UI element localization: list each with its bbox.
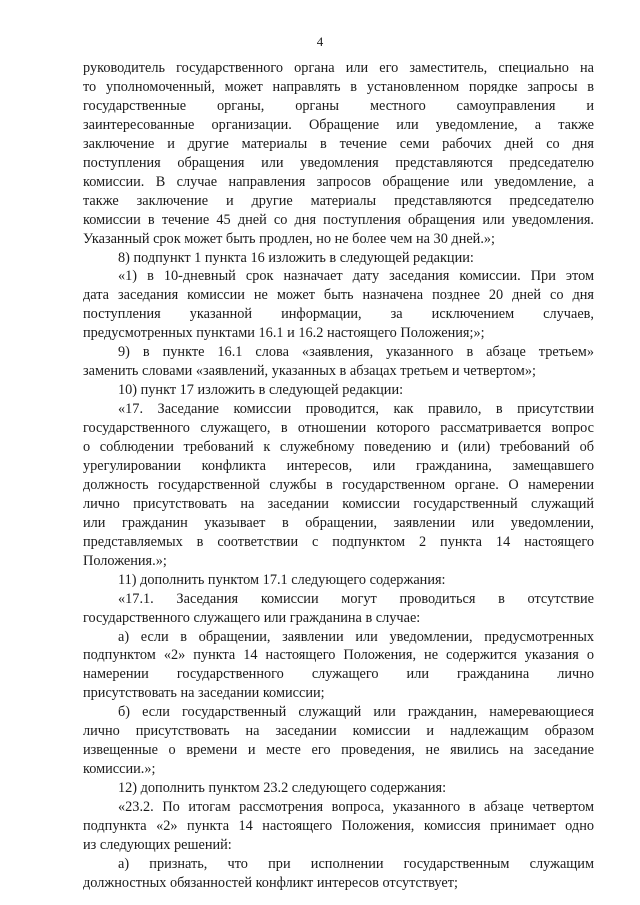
text-line: должность государственной службы в государственном органе. О намерении xyxy=(83,476,594,493)
text-line: 8) подпункт 1 пункта 16 изложить в следующей редакции: xyxy=(118,249,474,266)
text-line: предусмотренных пунктами 16.1 и 16.2 настоящего Положения;»; xyxy=(83,325,485,342)
text-line: или гражданин указывает в обращении, заявлении или уведомлении, xyxy=(83,514,594,531)
text-line: «23.2. По итогам рассмотрения вопроса, указанного в абзаце четвертом xyxy=(118,799,594,816)
text-line: а) если в обращении, заявлении или уведомлении, предусмотренных xyxy=(118,628,594,645)
text-line: комиссии.»; xyxy=(83,761,156,778)
text-line: из следующих решений: xyxy=(83,836,232,853)
text-line: поступления обращения или уведомления представляются председателю xyxy=(83,154,594,171)
text-line: комиссии. В случае направления запросов обращение или уведомление, а xyxy=(83,173,594,190)
text-line: «1) в 10-дневный срок назначает дату заседания комиссии. При этом xyxy=(118,268,594,285)
text-line: а) признать, что при исполнении государственным служащим xyxy=(118,855,594,872)
text-line: Указанный срок может быть продлен, но не более чем на 30 дней.»; xyxy=(83,230,496,247)
text-line: извещенные о времени и месте его проведения, не явились на заседание xyxy=(83,742,594,759)
text-line: подпунктом «2» пункта 14 настоящего Положения, не содержится указания о xyxy=(83,647,594,664)
text-line: заключение и другие материалы в течение семи рабочих дней со дня xyxy=(83,135,594,152)
text-line: заинтересованные организации. Обращение или уведомление, а также xyxy=(83,116,594,133)
text-line: должностных обязанностей конфликт интересов отсутствует; xyxy=(83,874,458,891)
text-line: «17. Заседание комиссии проводится, как правило, в присутствии xyxy=(118,401,594,418)
text-line: поступления указанной информации, за исключением случаев, xyxy=(83,306,594,323)
text-line: «17.1. Заседания комиссии могут проводиться в отсутствие xyxy=(118,590,594,607)
text-line: 10) пункт 17 изложить в следующей редакции: xyxy=(118,382,404,399)
text-line: государственного служащего или гражданина в случае: xyxy=(83,609,421,626)
text-line: лично присутствовать на заседании комиссии государственный служащий xyxy=(83,495,594,512)
text-line: государственные органы, органы местного самоуправления и xyxy=(83,97,594,114)
text-line: лично присутствовать на заседании комиссии и надлежащим образом xyxy=(83,723,594,740)
text-line: дата заседания комиссии не может быть назначена позднее 20 дней со дня xyxy=(83,287,594,304)
text-line: б) если государственный служащий или гражданин, намеревающиеся xyxy=(118,704,594,721)
page-number: 4 xyxy=(316,34,324,49)
text-line: урегулировании конфликта интересов, или гражданина, замещавшего xyxy=(83,457,594,474)
text-line: 12) дополнить пунктом 23.2 следующего содержания: xyxy=(118,780,447,797)
text-line: о соблюдении требований к служебному поведению и (или) требований об xyxy=(83,439,594,455)
text-line: комиссии в течение 45 дней со дня поступления обращения или уведомления. xyxy=(83,211,594,228)
text-line: также заключение и другие материалы представляются председателю xyxy=(83,192,594,209)
text-line: присутствовать на заседании комиссии; xyxy=(83,685,325,702)
text-line: государственного служащего, в отношении которого рассматривается вопрос xyxy=(83,420,594,437)
text-line: 11) дополнить пунктом 17.1 следующего содержания: xyxy=(118,571,446,588)
text-line: представляемых в соответствии с подпунктом 2 пункта 14 настоящего xyxy=(83,533,594,550)
text-line: то уполномоченный, может направлять в установленном порядке запросы в xyxy=(83,78,594,95)
text-line: подпункта «2» пункта 14 настоящего Положения, комиссия принимает одно xyxy=(83,818,594,834)
text-line: Положения.»; xyxy=(83,552,167,569)
text-line: 9) в пункте 16.1 слова «заявления, указанного в абзаце третьем» xyxy=(118,344,594,361)
text-line: заменить словами «заявлений, указанных в абзацах третьем и четвертом»; xyxy=(83,363,536,380)
text-line: намерении государственного служащего или гражданина лично xyxy=(83,666,594,683)
text-line: руководитель государственного органа или его заместитель, специально на xyxy=(83,60,594,76)
